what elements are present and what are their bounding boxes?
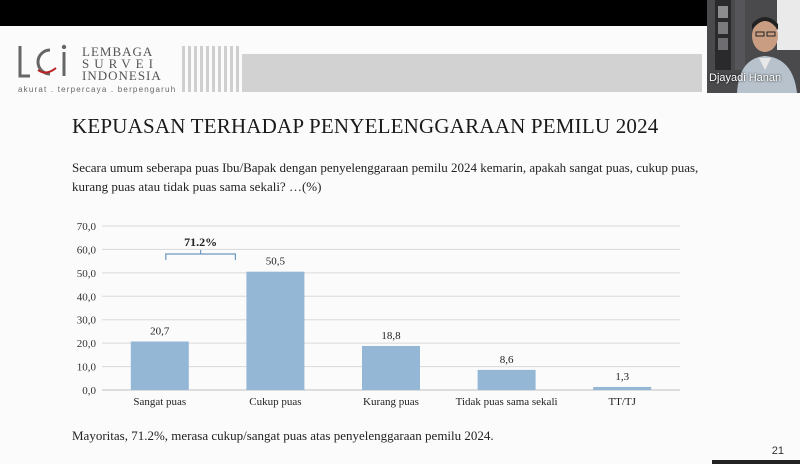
annotation-bracket (166, 250, 236, 260)
survey-question: Secara umum seberapa puas Ibu/Bapak dengan penyelenggaraan pemilu 2024 kemarin, apakah sangat puas, cukup puas, kurang puas atau tidak puas sama sekali? …(%) (72, 160, 699, 194)
y-tick-label: 40,0 (76, 291, 96, 304)
y-tick-label: 20,0 (76, 338, 96, 351)
logo-line-1: LEMBAGA (82, 44, 154, 59)
y-tick-label: 30,0 (76, 314, 96, 327)
y-tick-label: 60,0 (76, 244, 96, 257)
data-label: 8,6 (499, 353, 514, 366)
x-tick-label: Kurang puas (363, 396, 419, 408)
logo-line-3: INDONESIA (82, 68, 162, 83)
x-tick-label: Sangat puas (133, 396, 187, 408)
data-label: 20,7 (150, 325, 170, 338)
page-number: 21 (771, 445, 784, 457)
x-tick-label: Cukup puas (249, 396, 302, 408)
bar (593, 387, 651, 390)
logo-tagline: akurat . terpercaya . berpengaruh (18, 85, 177, 94)
y-tick-label: 10,0 (76, 361, 96, 374)
data-label: 50,5 (265, 255, 286, 268)
y-tick-label: 50,0 (76, 267, 96, 280)
participant-name: Djayadi Hanan (709, 72, 782, 84)
bottom-edge-bar (712, 460, 800, 464)
participant-video[interactable] (707, 0, 800, 93)
data-label: 1,3 (615, 370, 630, 383)
annotation-label: 71.2% (184, 235, 218, 249)
logo-line-2: SURVEI (82, 56, 158, 71)
data-label: 18,8 (381, 329, 401, 342)
bar (246, 272, 304, 390)
y-tick-label: 0,0 (82, 385, 96, 397)
conclusion-text: Mayoritas, 71.2%, merasa cukup/sangat puas atas penyelenggaraan pemilu 2024. (72, 428, 494, 443)
x-tick-label: Tidak puas sama sekali (455, 396, 558, 408)
bar (362, 346, 420, 390)
y-tick-label: 70,0 (76, 221, 96, 233)
x-tick-label: TT/TJ (608, 396, 636, 408)
presentation-slide (0, 26, 800, 464)
bar (131, 342, 189, 390)
bar (478, 370, 536, 390)
slide-title: KEPUASAN TERHADAP PENYELENGGARAAN PEMILU 2024 (72, 114, 659, 138)
bar-chart (0, 26, 800, 464)
